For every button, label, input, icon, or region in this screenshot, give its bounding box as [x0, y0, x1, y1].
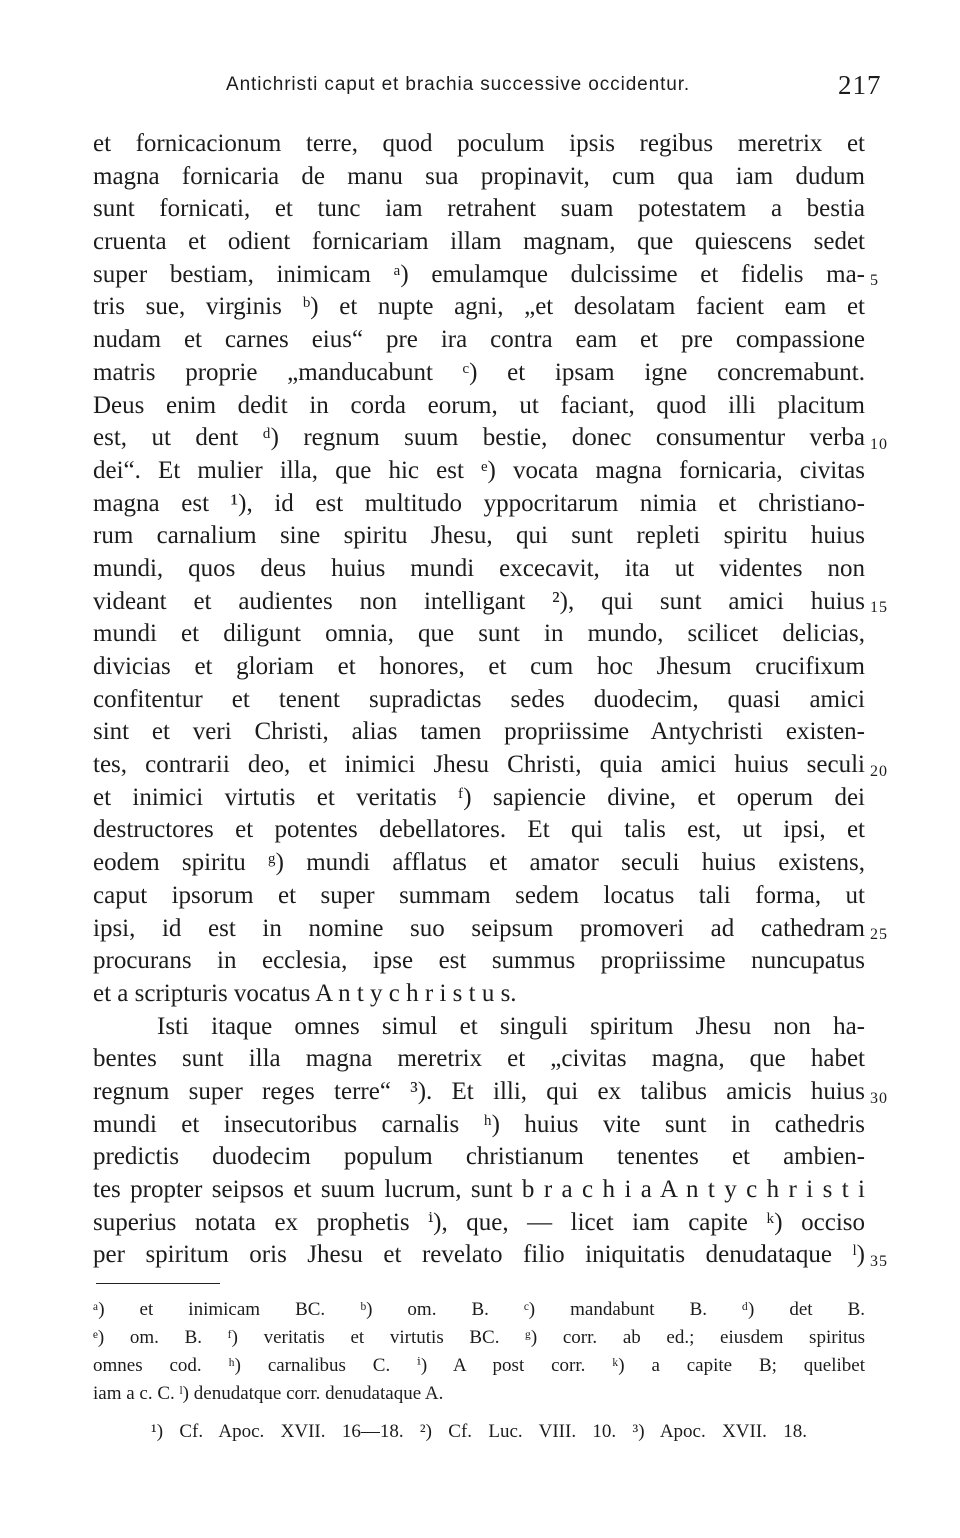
text-line: magna fornicaria de manu sua propinavit, cum qua iam dudum	[93, 162, 865, 190]
text-line: magna est ¹), id est multitudo yppocritarum nimia et christiano-	[93, 489, 865, 517]
text-line: nudam et carnes eius“ pre ira contra eam et pre compassione	[93, 326, 865, 354]
paragraph-start-line: Isti itaque omnes simul et singuli spiritum Jhesu non ha-	[157, 1012, 865, 1040]
text-line: Deus enim dedit in corda eorum, ut faciant, quod illi placitum	[93, 391, 865, 419]
page-number: 217	[838, 70, 882, 100]
text-line: ipsi, id est in nomine suo seipsum promoveri ad cathedram	[93, 914, 865, 942]
text-line: destructores et potentes debellatores. Et qui talis est, ut ipsi, et	[93, 816, 865, 844]
source-references: ¹) Cf. Apoc. XVII. 16—18. ²) Cf. Luc. VIII. 10. ³) Apoc. XVII. 18.	[151, 1421, 807, 1442]
text-line: confitentur et tenent supradictas sedes duodecim, quasi amici	[93, 685, 865, 713]
text-line: procurans in ecclesia, ipse est summus propriissime nuncupatus	[93, 947, 865, 975]
text-line: bentes sunt illa magna meretrix et „civitas magna, que habet	[93, 1045, 865, 1073]
text-line: tes propter seipsos et suum lucrum, sunt b r a c h i a A n t y c h r i s t i	[93, 1176, 865, 1203]
line-number: 30	[870, 1090, 888, 1107]
apparatus-line: ᵉ) om. B. ᶠ) veritatis et virtutis BC. ᵍ) corr. ab ed.; eiusdem spiritus	[93, 1327, 865, 1348]
line-number: 35	[870, 1253, 888, 1270]
text-line: et fornicacionum terre, quod poculum ipsis regibus meretrix et	[93, 130, 865, 157]
text-line: predictis duodecim populum christianum tenentes et ambien-	[93, 1143, 865, 1171]
footnote-divider	[96, 1283, 220, 1284]
text-line: per spiritum oris Jhesu et revelato filio iniquitatis denudataque ˡ)	[93, 1241, 865, 1269]
text-line: videant et audientes non intelligant ²), qui sunt amici huius	[93, 587, 865, 615]
line-number: 15	[870, 599, 888, 616]
text-line: sunt fornicati, et tunc iam retrahent suam potestatem a bestia	[93, 195, 865, 223]
apparatus-line: iam a c. C. ˡ) denudatque corr. denudataque A.	[93, 1383, 444, 1404]
text-line: et inimici virtutis et veritatis ᶠ) sapiencie divine, et operum dei	[93, 783, 865, 811]
text-line: divicias et gloriam et honores, et cum hoc Jhesum crucifixum	[93, 653, 865, 680]
critical-apparatus	[93, 1296, 865, 1446]
apparatus-line: ᵃ) et inimicam BC. ᵇ) om. B. ᶜ) mandabunt B. ᵈ) det B.	[93, 1299, 865, 1320]
text-line: regnum super reges terre“ ³). Et illi, qui ex talibus amicis huius	[93, 1077, 865, 1105]
text-line: tris sue, virginis ᵇ) et nupte agni, „et desolatam facient eam et	[93, 293, 865, 321]
text-line: sint et veri Christi, alias tamen propriissime Antychristi existen-	[93, 718, 865, 746]
text-line: dei“. Et mulier illa, que hic est ᵉ) vocata magna fornicaria, civitas	[93, 456, 865, 484]
text-line: est, ut dent ᵈ) regnum suum bestie, donec consumentur verba	[93, 424, 865, 452]
text-line: super bestiam, inimicam ᵃ) emulamque dulcissime et fidelis ma-	[93, 260, 865, 288]
text-line: eodem spiritu ᵍ) mundi afflatus et amator seculi huius existens,	[93, 849, 865, 877]
text-line: tes, contrarii deo, et inimici Jhesu Christi, quia amici huius seculi	[93, 751, 865, 779]
line-number: 25	[870, 926, 888, 943]
text-line: matris proprie „manducabunt ᶜ) et ipsam igne concremabunt.	[93, 358, 865, 386]
apparatus-line: omnes cod. ʰ) carnalibus C. ⁱ) A post corr. ᵏ) a capite B; quelibet	[93, 1355, 865, 1376]
text-line: mundi et insecutoribus carnalis ʰ) huius vite sunt in cathedris	[93, 1110, 865, 1138]
text-line: mundi, quos deus huius mundi excecavit, ita ut videntes non	[93, 554, 865, 582]
text-line: rum carnalium sine spiritu Jhesu, qui sunt repleti spiritu huius	[93, 522, 865, 550]
line-number: 10	[870, 436, 888, 453]
text-line: cruenta et odient fornicariam illam magnam, que quiescens sedet	[93, 228, 865, 256]
running-head: Antichristi caput et brachia successive occidentur.	[226, 74, 691, 95]
text-line: caput ipsorum et super summam sedem locatus tali forma, ut	[93, 881, 865, 909]
text-line: superius notata ex prophetis ⁱ), que, — licet iam capite ᵏ) occiso	[93, 1208, 865, 1236]
text-line: et a scripturis vocatus A n t y c h r i s t u s.	[93, 979, 517, 1007]
main-text-block	[93, 128, 865, 1272]
text-line: mundi et diligunt omnia, que sunt in mundo, scilicet delicias,	[93, 620, 865, 648]
line-number: 5	[870, 272, 879, 289]
line-number: 20	[870, 763, 888, 780]
